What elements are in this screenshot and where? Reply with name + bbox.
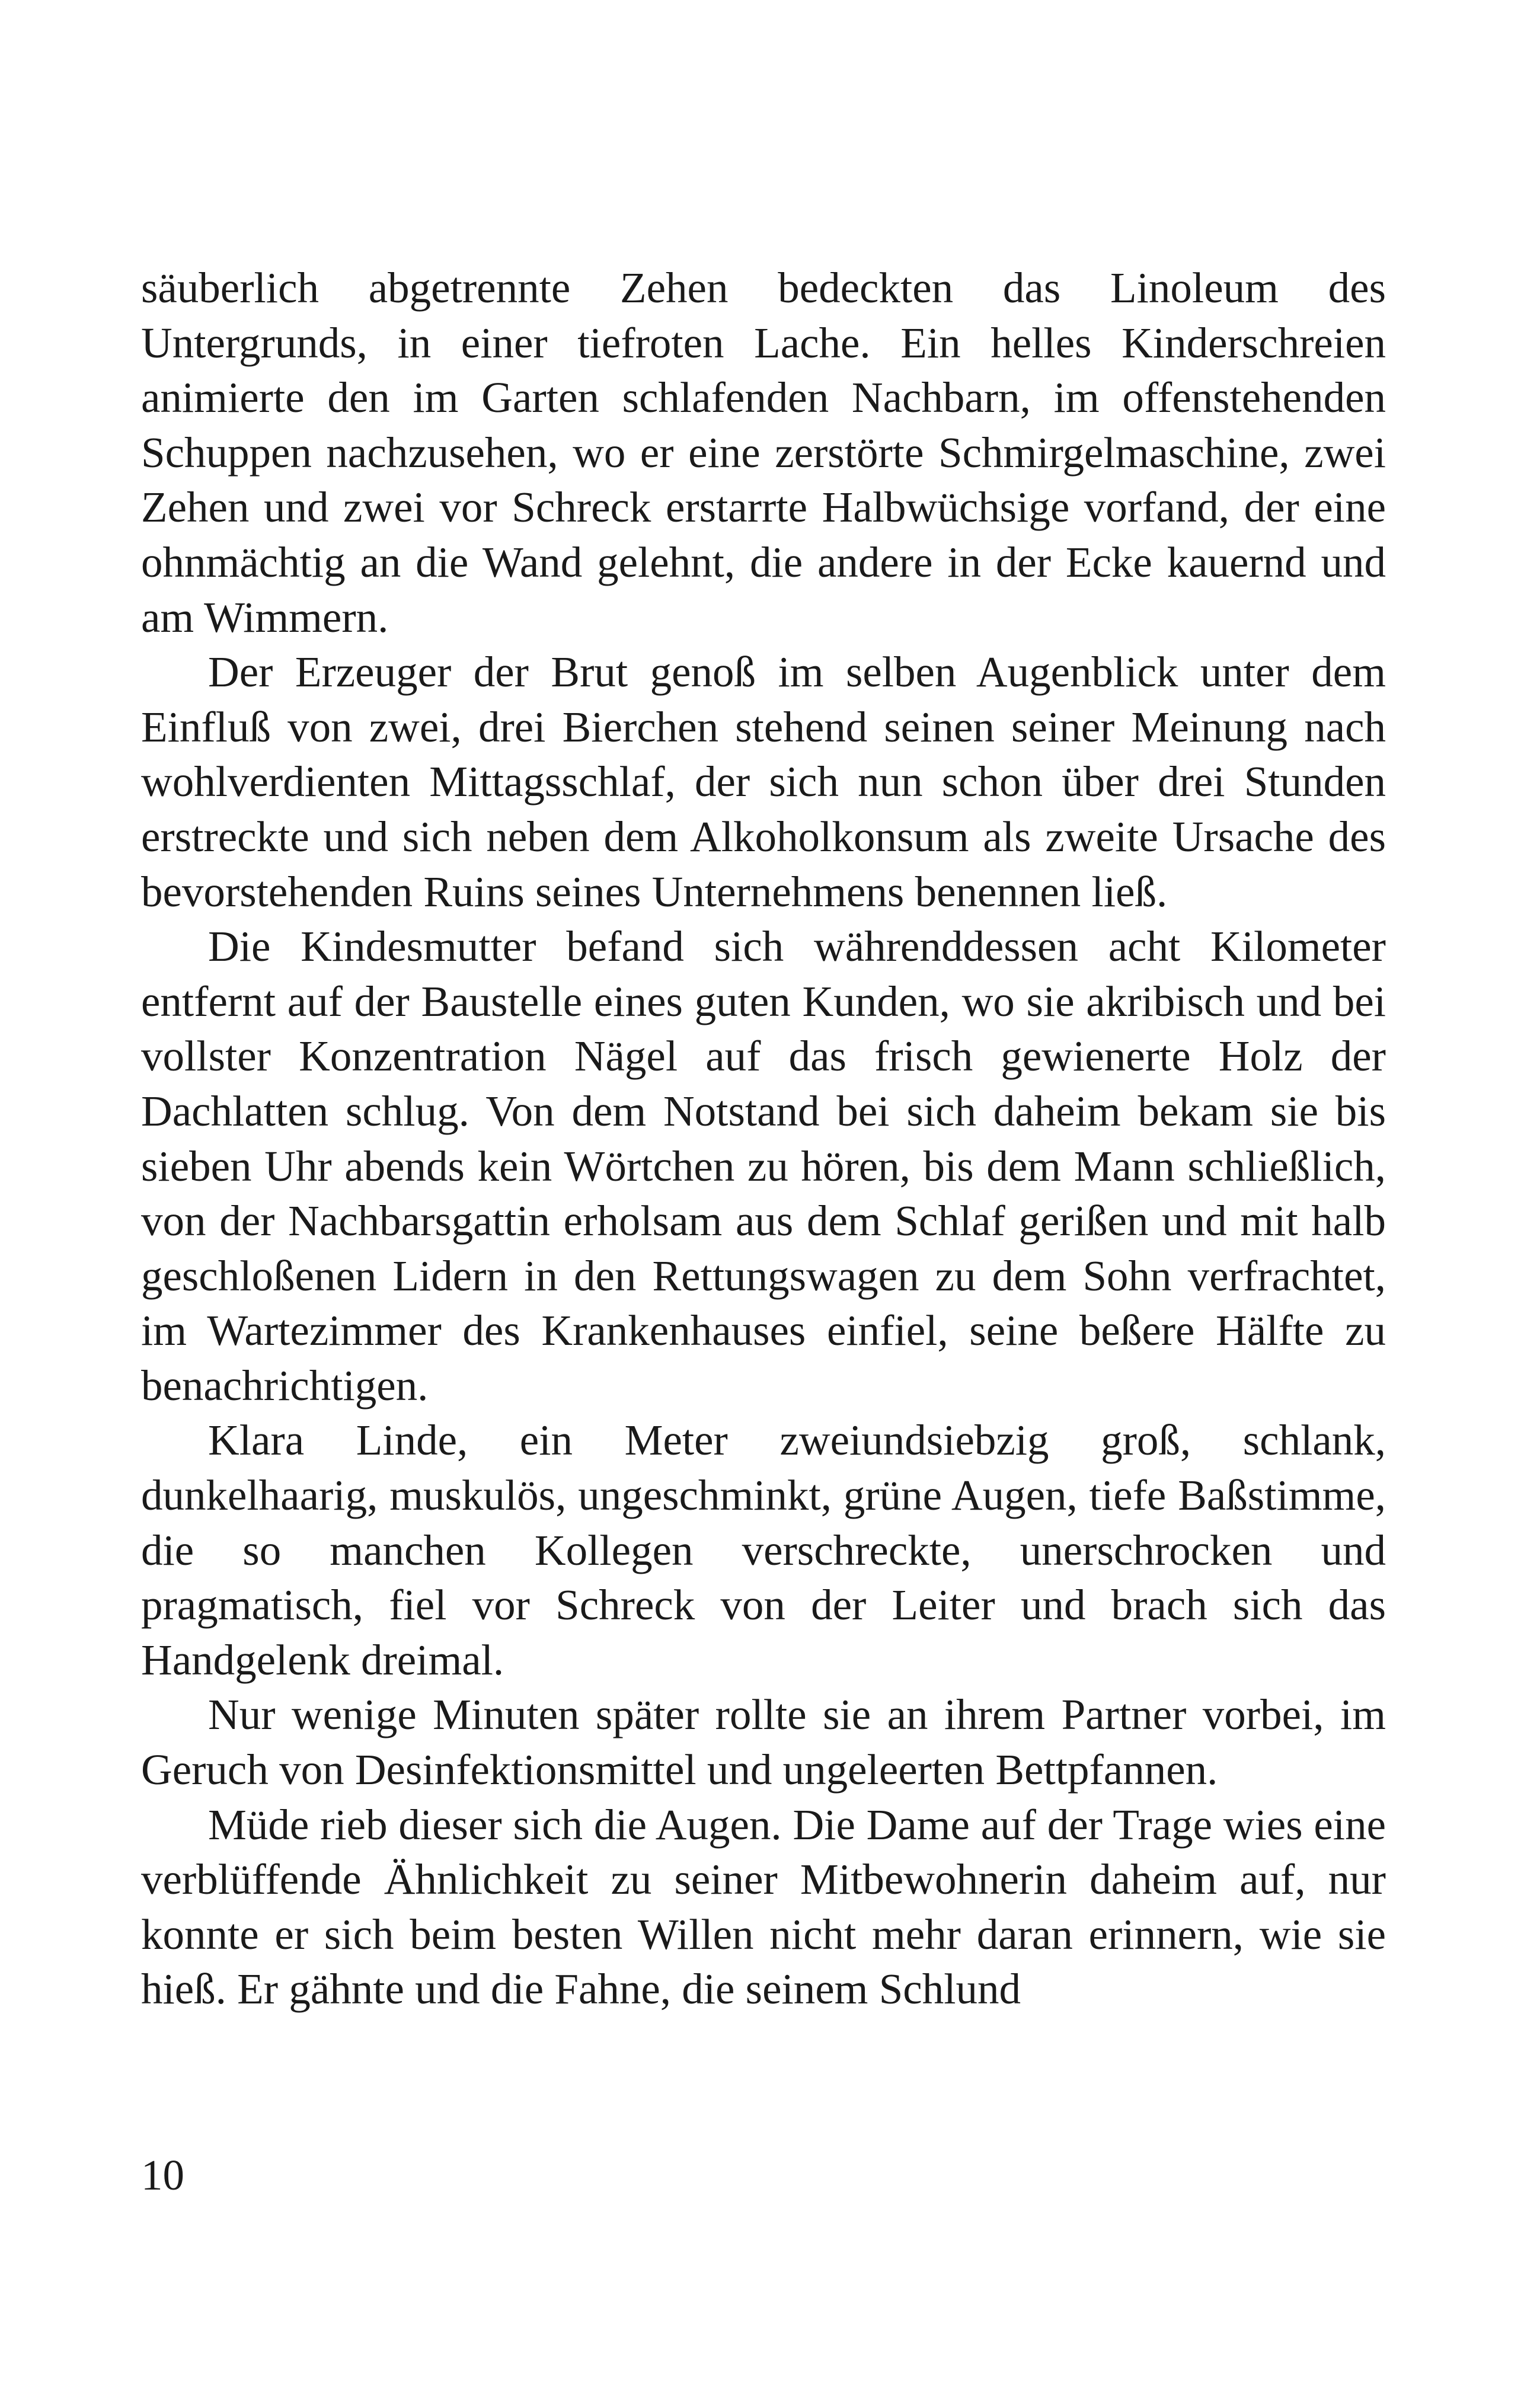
paragraph-3: Die Kindesmutter befand sich währenddessen acht Kilometer entfernt auf der Baustelle eines guten Kunden, wo sie akribisch und bei vollster Konzentration Nägel auf das frisch gewienerte Holz der Dachlatten schlug. Von dem Notstand bei sich daheim bekam sie bis sieben Uhr abends kein Wörtchen zu hören, bis dem Mann schließlich, von der Nachbarsgattin erholsam aus dem Schlaf gerißen und mit halb geschloßenen Lidern in den Rettungswagen zu dem Sohn verfrachtet, im Wartezimmer des Krankenhauses einfiel, seine beßere Hälfte zu benachrichtigen. (141, 922, 1386, 1410)
paragraph-4: Klara Linde, ein Meter zweiundsiebzig groß, schlank, dunkelhaarig, muskulös, ungeschminkt, grüne Augen, tiefe Baßstimme, die so manchen Kollegen verschreckte, unerschrocken und pragmatisch, fiel vor Schreck von der Leiter und brach sich das Handgelenk dreimal. (141, 1416, 1386, 1684)
page-number: 10 (141, 2151, 184, 2199)
paragraph-6: Müde rieb dieser sich die Augen. Die Dame auf der Trage wies eine verblüffende Ähnlichkeit zu seiner Mitbewohnerin daheim auf, nur konnte er sich beim besten Willen nicht mehr daran erinnern, wie sie hieß. Er gähnte und die Fahne, die seinem Schlund (141, 1800, 1386, 2014)
paragraph-2: Der Erzeuger der Brut genoß im selben Augenblick unter dem Einfluß von zwei, drei Bierchen stehend seinen seiner Meinung nach wohlverdienten Mittagsschlaf, der sich nun schon über drei Stunden erstreckte und sich neben dem Alkoholkonsum als zweite Ursache des bevorstehenden Ruins seines Unternehmens benennen ließ. (141, 648, 1386, 916)
paragraph-5: Nur wenige Minuten später rollte sie an ihrem Partner vorbei, im Geruch von Desinfektionsmittel und ungeleerten Bettpfannen. (141, 1690, 1386, 1794)
paragraph-1: säuberlich abgetrennte Zehen bedeckten das Linoleum des Untergrunds, in einer tiefroten Lache. Ein helles Kinderschreien animierte den im Garten schlafenden Nachbarn, im offenstehenden Schuppen nachzusehen, wo er eine zerstörte Schmirgelmaschine, zwei Zehen und zwei vor Schreck erstarrte Halbwüchsige vorfand, der eine ohnmächtig an die Wand gelehnt, die andere in der Ecke kauernd und am Wimmern. (141, 264, 1386, 641)
body-text (141, 261, 1386, 2017)
